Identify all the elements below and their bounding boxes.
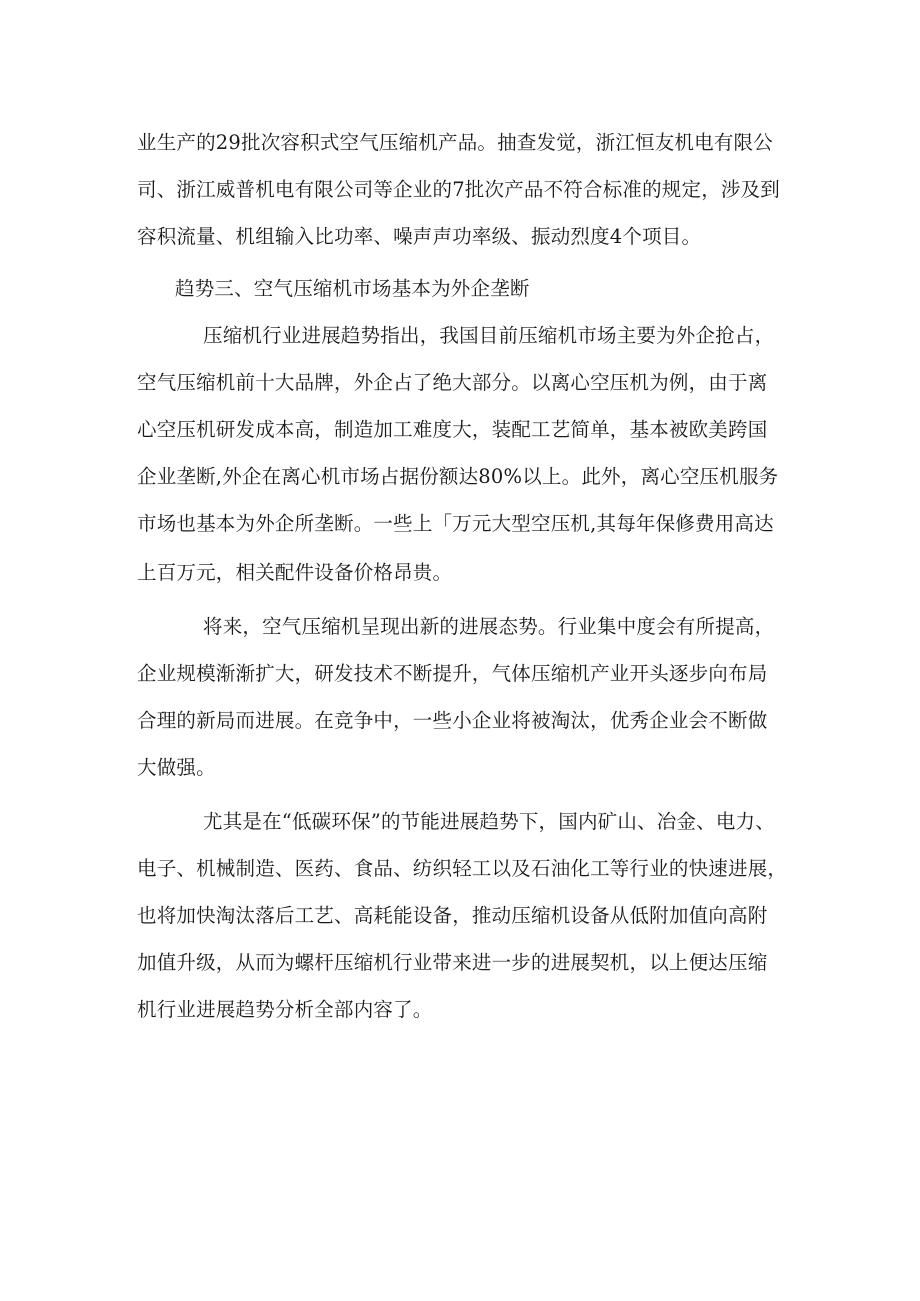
text-line: 机行业进展趋势分析全部内容了。 <box>137 998 433 1021</box>
text-line: 将来，空气压缩机呈现出新的进展态势。行业集中度会有所提高， <box>203 615 775 638</box>
text-line: 加值升级，从而为螺杆压缩机行业带来进一步的进展契机，以上便达压缩 <box>137 951 768 974</box>
heading-text: 趋势三、空气压缩机市场基本为外企垄断 <box>175 277 530 300</box>
text-line: 也将加快淘汰落后工艺、高耗能设备，推动压缩机设备从低附加值向高附 <box>137 904 768 927</box>
text-line: 合理的新局而进展。在竞争中，一些小企业将被淘汰，优秀企业会不断做 <box>137 709 768 732</box>
text-line: 尤其是在“低碳环保”的节能进展趋势下，国内矿山、冶金、电力、 <box>203 810 775 833</box>
text-line: 企业规模渐渐扩大，研发技术不断提升，气体压缩机产业开头逐步向布局 <box>137 662 768 685</box>
text-line: 企业垄断,外企在离心机市场占据份额达80%以上。此外，离心空压机服务 <box>137 465 779 488</box>
text-line: 压缩机行业进展趋势指出，我国目前压缩机市场主要为外企抢占， <box>203 324 775 347</box>
text-line: 容积流量、机组输入比功率、噪声声功率级、振动烈度4个项目。 <box>137 225 702 248</box>
text-line: 心空压机研发成本高，制造加工难度大，装配工艺简单，基本被欧美跨国 <box>137 418 768 441</box>
text-line: 司、浙江威普机电有限公司等企业的7批次产品不符合标准的规定，涉及到 <box>137 178 781 201</box>
text-line: 上百万元，相关配件设备价格昂贵。 <box>137 561 453 584</box>
text-line: 大做强。 <box>137 756 216 779</box>
text-line: 市场也基本为外企所垄断。一些上「万元大型空压机,其每年保修费用高达 <box>137 512 774 535</box>
text-line: 空气压缩机前十大品牌，外企占了绝大部分。以离心空压机为例，由于离 <box>137 371 768 394</box>
text-line: 业生产的29批次容积式空气压缩机产品。抽查发觉，浙江恒友机电有限公 <box>137 131 773 154</box>
text-line: 电子、机械制造、医药、食品、纺织轻工以及石油化工等行业的快速进展， <box>137 857 788 880</box>
